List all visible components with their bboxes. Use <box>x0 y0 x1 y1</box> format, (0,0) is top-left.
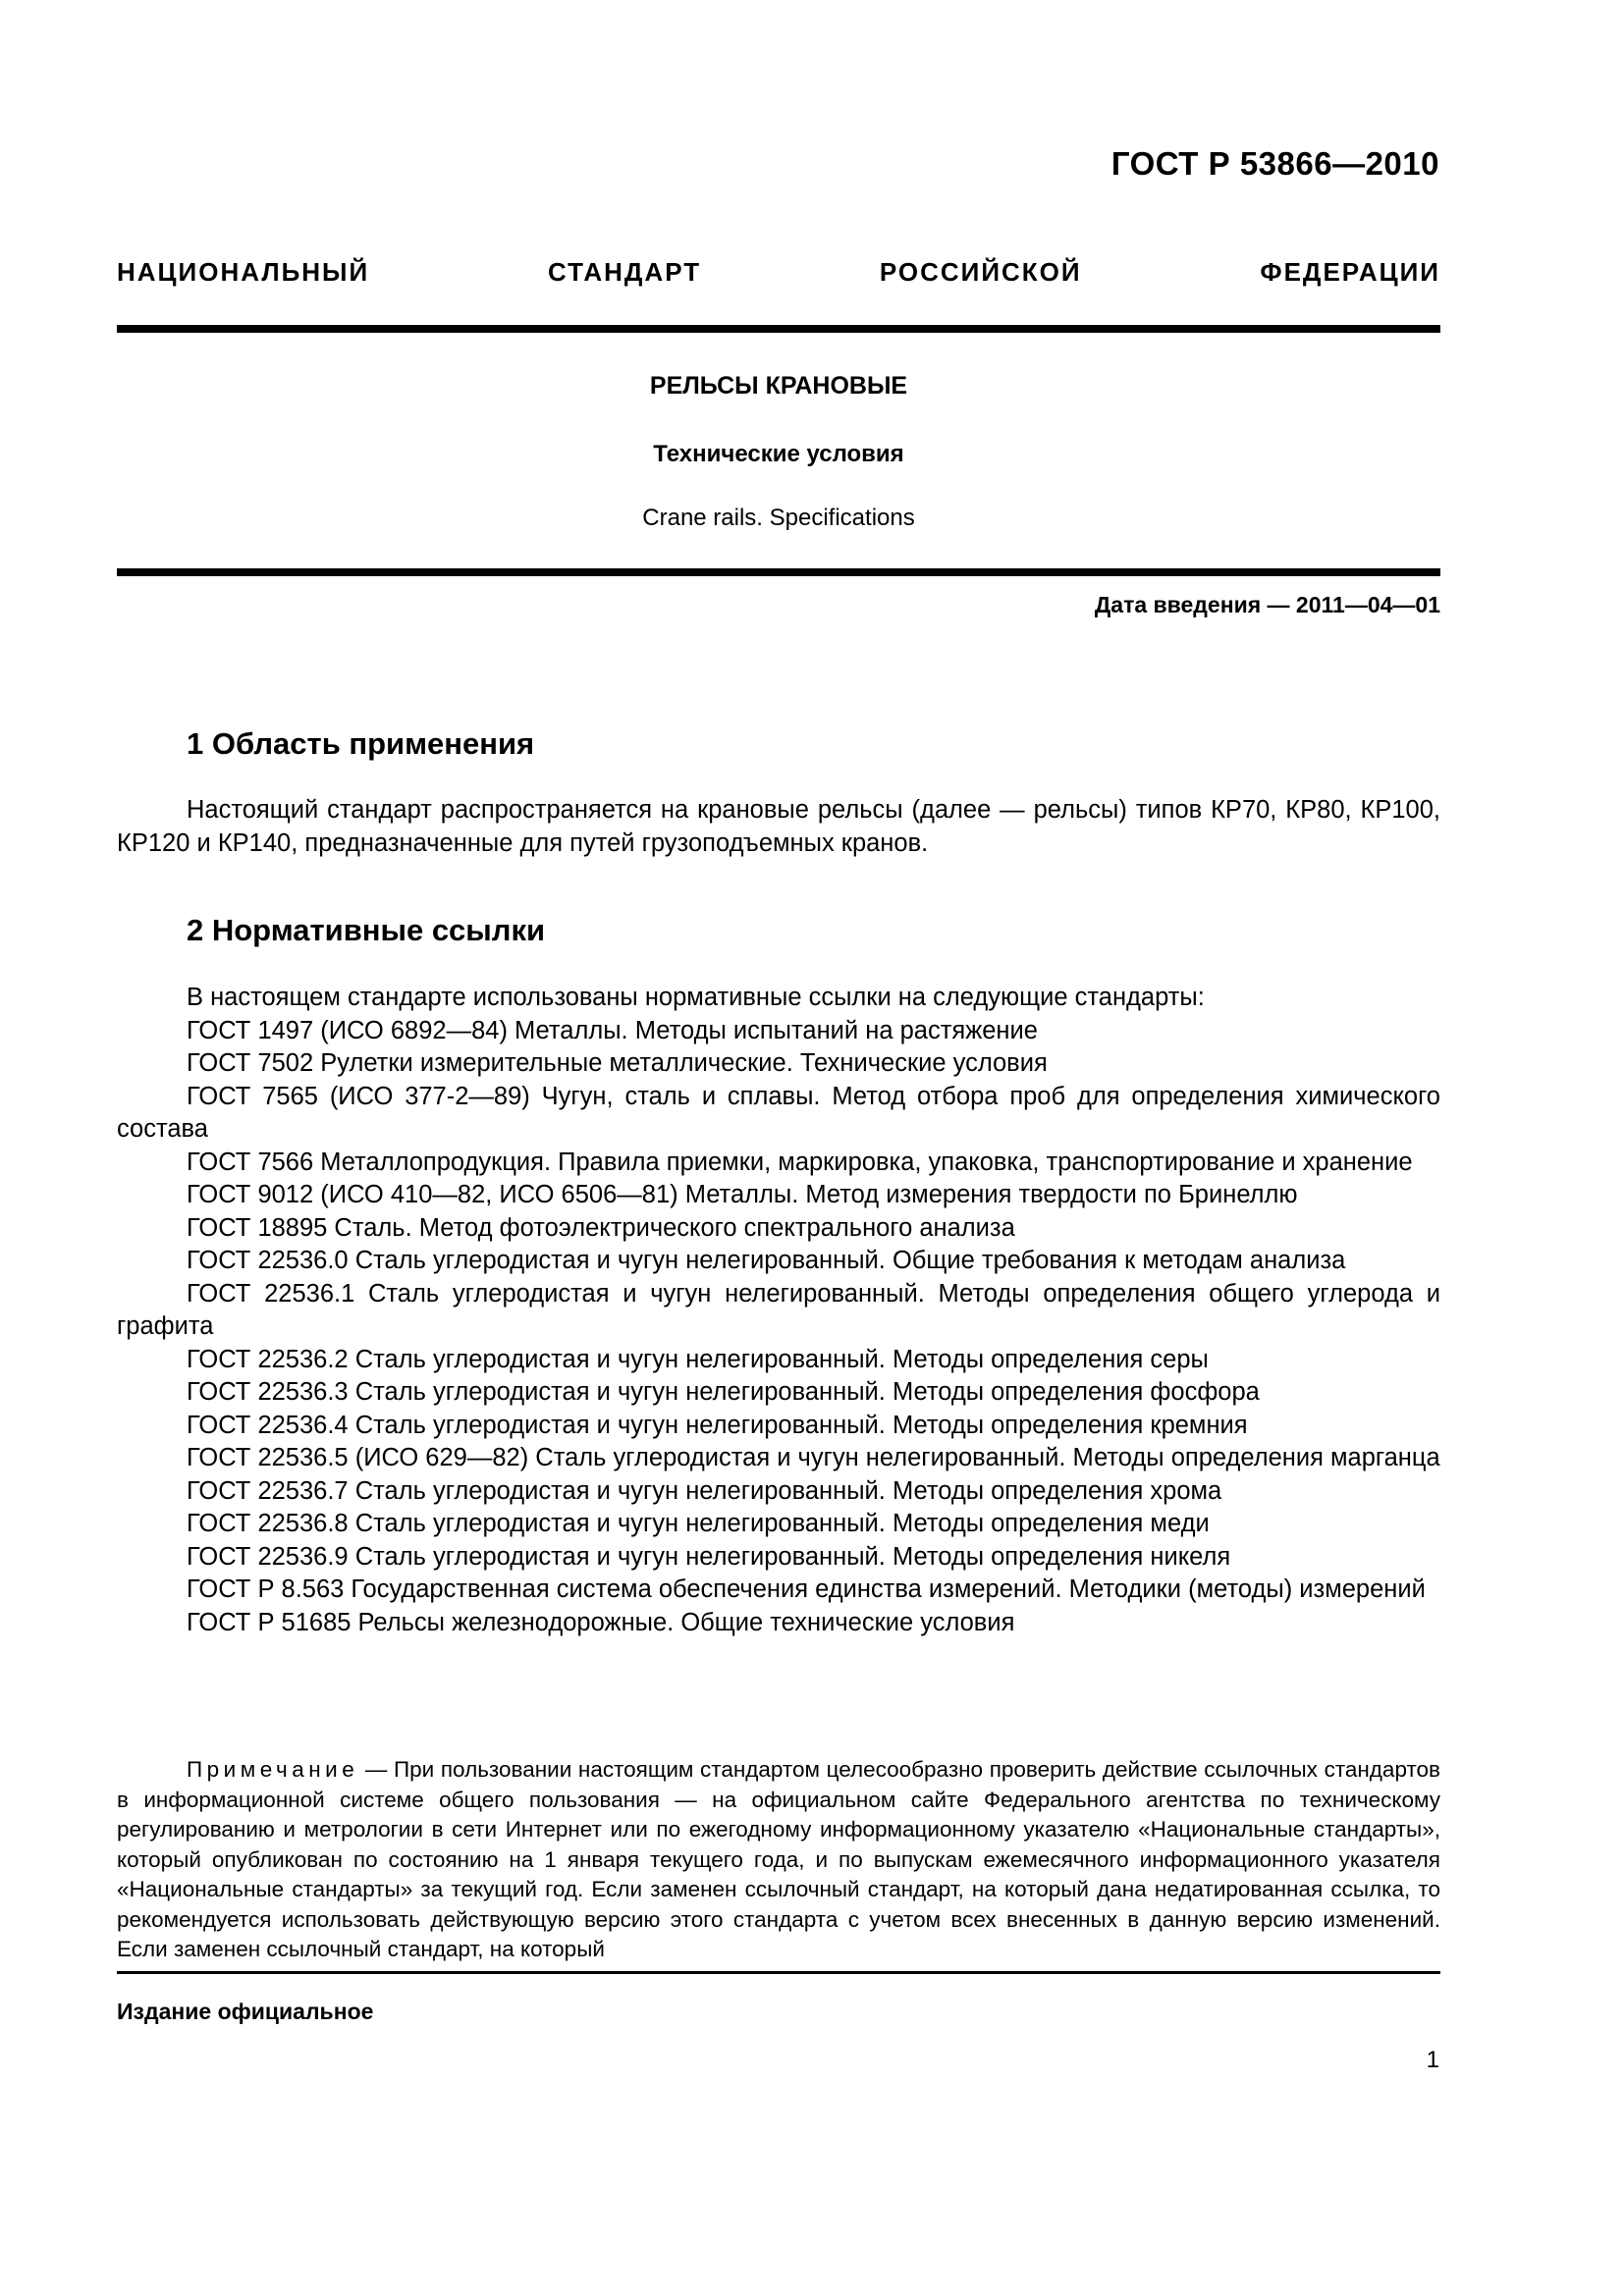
references-intro: В настоящем стандарте использованы нормативные ссылки на следующие стандарты: <box>187 984 1205 1011</box>
document-code: ГОСТ Р 53866—2010 <box>1110 145 1439 182</box>
reference-item: ГОСТ 22536.8 Сталь углеродистая и чугун нелегированный. Методы определения меди <box>187 1510 1210 1537</box>
section-2-heading: 2 Нормативные ссылки <box>187 913 546 947</box>
national-standard-banner: НАЦИОНАЛЬНЫЙ СТАНДАРТ РОССИЙСКОЙ ФЕДЕРАЦИИ <box>117 257 1440 287</box>
reference-item: ГОСТ 9012 (ИСО 410—82, ИСО 6506—81) Металлы. Метод измерения твердости по Бринеллю <box>187 1181 1298 1208</box>
official-edition-label: Издание официальное <box>117 1999 374 2024</box>
reference-item: ГОСТ 22536.7 Сталь углеродистая и чугун нелегированный. Методы определения хрома <box>187 1476 1222 1505</box>
title-divider <box>117 568 1440 576</box>
english-title: Crane rails. Specifications <box>642 505 915 531</box>
reference-item: ГОСТ 22536.0 Сталь углеродистая и чугун нелегированный. Общие требования к методам анализа <box>187 1247 1346 1274</box>
reference-item: ГОСТ Р 8.563 Государственная система обеспечения единства измерений. Методики (методы) измерений <box>187 1575 1426 1603</box>
reference-item: ГОСТ 1497 (ИСО 6892—84) Металлы. Методы испытаний на растяжение <box>187 1016 1038 1044</box>
footer-divider <box>117 1971 1440 1974</box>
reference-item: ГОСТ 22536.2 Сталь углеродистая и чугун нелегированный. Методы определения серы <box>187 1345 1209 1373</box>
reference-item: ГОСТ 22536.5 (ИСО 629—82) Сталь углеродистая и чугун нелегированный. Методы определения марганца <box>187 1444 1440 1471</box>
page-number: 1 <box>1426 2047 1439 2073</box>
document-subtitle: Технические условия <box>653 441 904 467</box>
reference-item: ГОСТ 22536.9 Сталь углеродистая и чугун нелегированный. Методы определения никеля <box>187 1542 1231 1571</box>
reference-item: ГОСТ 22536.3 Сталь углеродистая и чугун нелегированный. Методы определения фосфора <box>187 1378 1260 1406</box>
note-text: — При пользовании настоящим стандартом целесообразно проверить действие ссылочных стандартов в информационной системе общего пользования — на официальном сайте Федерального агентства по техническому регулированию и метрологии в сети Интернет или по ежегодному информационному указателю «Национальные стандарты», который опубликован по состоянию на 1 января текущего года, и по выпускам ежемесячного информационного указателя «Национальные стандарты» за текущий год. Если заменен ссылочный стандарт, на который дана недатированная ссылка, то рекомендуется использовать действующую версию этого стандарта с учетом всех внесенных в данную версию изменений. Если заменен ссылочный стандарт, на который <box>117 1757 1440 1961</box>
reference-item: ГОСТ Р 51685 Рельсы железнодорожные. Общие технические условия <box>187 1608 1015 1636</box>
reference-item: ГОСТ 22536.4 Сталь углеродистая и чугун нелегированный. Методы определения кремния <box>187 1411 1248 1439</box>
references-note <box>117 1755 1440 1965</box>
reference-item: ГОСТ 22536.1 Сталь углеродистая и чугун нелегированный. Методы определения общего углерода и графита <box>117 1279 1440 1340</box>
section-1-heading: 1 Область применения <box>187 726 535 761</box>
reference-item: ГОСТ 18895 Сталь. Метод фотоэлектрического спектрального анализа <box>187 1213 1015 1242</box>
reference-item: ГОСТ 7502 Рулетки измерительные металлические. Технические условия <box>187 1049 1048 1077</box>
document-title: РЕЛЬСЫ КРАНОВЫЕ <box>649 372 908 400</box>
reference-item: ГОСТ 7565 (ИСО 377-2—89) Чугун, сталь и сплавы. Метод отбора проб для определения химического состава <box>117 1082 1440 1143</box>
note-label: Примечание <box>187 1757 359 1782</box>
references-list <box>117 982 1440 1639</box>
introduction-date: Дата введения — 2011—04—01 <box>1094 592 1440 617</box>
section-1-text: Настоящий стандарт распространяется на крановые рельсы (далее — рельсы) типов КР70, КР80, КР100, КР120 и КР140, предназначенные для путей грузоподъемных кранов. <box>117 796 1440 857</box>
reference-item: ГОСТ 7566 Металлопродукция. Правила приемки, маркировка, упаковка, транспортирование и хранение <box>187 1148 1413 1176</box>
top-divider <box>117 325 1440 333</box>
